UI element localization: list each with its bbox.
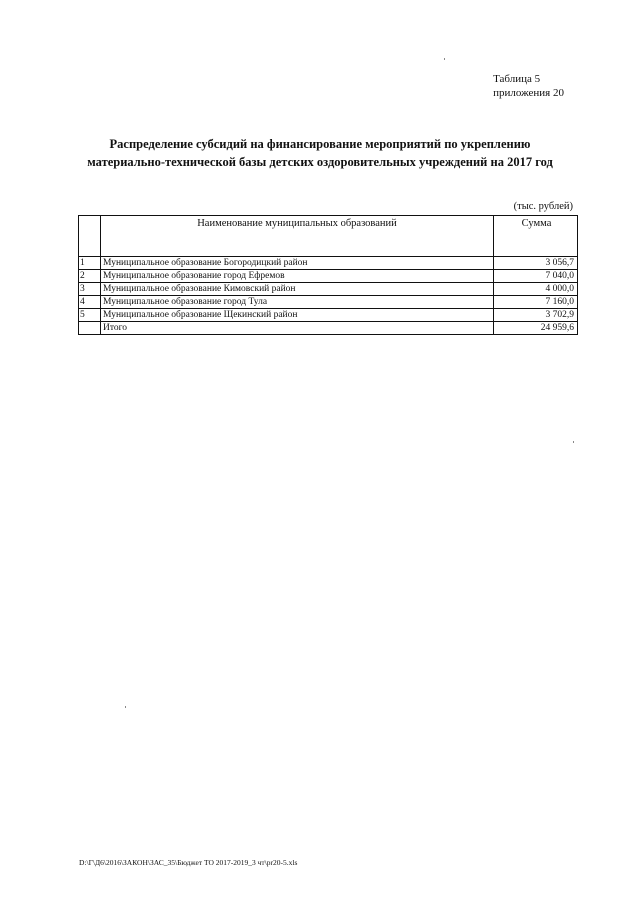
row-num: 4 <box>79 296 101 309</box>
scan-speck <box>125 706 126 708</box>
header-name: Наименование муниципальных образований <box>101 216 494 257</box>
file-path-footer: D:\Г\Д6\2016\ЗАКОН\ЗАС_35\Бюджет ТО 2017-2019_3 чт\pr20-5.xls <box>79 858 298 867</box>
header-sum: Сумма <box>494 216 578 257</box>
title-line-2: материально-технической базы детских оздоровительных учреждений на 2017 год <box>87 155 553 169</box>
caption-table-number: Таблица 5 <box>493 73 541 85</box>
row-num: 5 <box>79 309 101 322</box>
row-sum: 3 056,7 <box>494 257 578 270</box>
row-sum: 3 702,9 <box>494 309 578 322</box>
table-row <box>79 257 578 270</box>
row-name: Муниципальное образование Богородицкий район <box>101 257 494 270</box>
subsidy-table <box>78 215 578 335</box>
total-label: Итого <box>101 322 494 335</box>
units-label: (тыс. рублей) <box>513 201 573 212</box>
document-title <box>60 135 580 171</box>
total-num <box>79 322 101 335</box>
row-name: Муниципальное образование Кимовский район <box>101 283 494 296</box>
row-sum: 7 160,0 <box>494 296 578 309</box>
scan-speck <box>444 58 445 60</box>
table-caption <box>493 72 564 100</box>
total-sum: 24 959,6 <box>494 322 578 335</box>
scan-speck <box>573 441 574 443</box>
row-name: Муниципальное образование город Тула <box>101 296 494 309</box>
table-row <box>79 283 578 296</box>
table-row <box>79 296 578 309</box>
row-num: 2 <box>79 270 101 283</box>
row-name: Муниципальное образование город Ефремов <box>101 270 494 283</box>
row-sum: 7 040,0 <box>494 270 578 283</box>
table-header-row <box>79 216 578 257</box>
table-row <box>79 309 578 322</box>
title-line-1: Распределение субсидий на финансирование мероприятий по укреплению <box>109 137 531 151</box>
row-num: 3 <box>79 283 101 296</box>
table-total-row <box>79 322 578 335</box>
row-name: Муниципальное образование Щекинский район <box>101 309 494 322</box>
row-sum: 4 000,0 <box>494 283 578 296</box>
header-num <box>79 216 101 257</box>
caption-appendix: приложения 20 <box>493 87 564 99</box>
row-num: 1 <box>79 257 101 270</box>
table-row <box>79 270 578 283</box>
